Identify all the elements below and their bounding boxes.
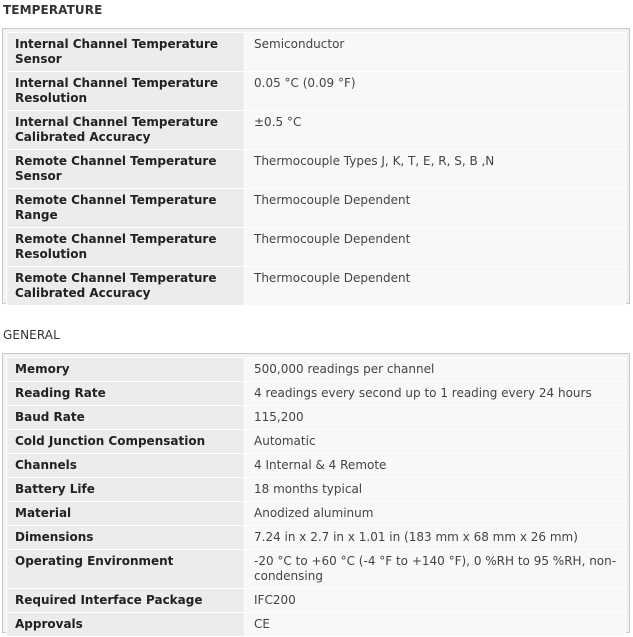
general-spec-table — [6, 357, 626, 637]
spec-label: Internal Channel Temperature Resolution — [7, 72, 245, 111]
table-row — [7, 358, 626, 382]
spec-label: Baud Rate — [7, 406, 245, 430]
spec-label: Remote Channel Temperature Range — [7, 189, 245, 228]
spec-value: Semiconductor — [245, 33, 626, 72]
table-row — [7, 589, 626, 613]
spec-label: Reading Rate — [7, 382, 245, 406]
spec-value: Thermocouple Dependent — [245, 267, 626, 306]
spec-label: Remote Channel Temperature Sensor — [7, 150, 245, 189]
spec-label: Required Interface Package — [7, 589, 245, 613]
spec-label: Memory — [7, 358, 245, 382]
table-row — [7, 430, 626, 454]
spec-label: Internal Channel Temperature Calibrated Accuracy — [7, 111, 245, 150]
temperature-section-title: TEMPERATURE — [3, 3, 103, 17]
table-row — [7, 406, 626, 430]
spec-value: 4 Internal & 4 Remote — [245, 454, 626, 478]
table-row — [7, 478, 626, 502]
spec-value: -20 °C to +60 °C (-4 °F to +140 °F), 0 %RH to 95 %RH, non-condensing — [245, 550, 626, 589]
table-row — [7, 454, 626, 478]
spec-value: 7.24 in x 2.7 in x 1.01 in (183 mm x 68 mm x 26 mm) — [245, 526, 626, 550]
table-row — [7, 382, 626, 406]
spec-value: Thermocouple Dependent — [245, 189, 626, 228]
spec-value: Thermocouple Dependent — [245, 228, 626, 267]
spec-value: ±0.5 °C — [245, 111, 626, 150]
spec-label: Internal Channel Temperature Sensor — [7, 33, 245, 72]
spec-value: IFC200 — [245, 589, 626, 613]
spec-value: Anodized aluminum — [245, 502, 626, 526]
table-row — [7, 228, 626, 267]
spec-value: Automatic — [245, 430, 626, 454]
spec-label: Battery Life — [7, 478, 245, 502]
general-spec-panel — [2, 353, 630, 633]
spec-label: Channels — [7, 454, 245, 478]
table-row — [7, 150, 626, 189]
table-row — [7, 502, 626, 526]
table-row — [7, 267, 626, 306]
spec-label: Dimensions — [7, 526, 245, 550]
table-row — [7, 72, 626, 111]
spec-value: 115,200 — [245, 406, 626, 430]
table-row — [7, 550, 626, 589]
spec-label: Operating Environment — [7, 550, 245, 589]
spec-label: Approvals — [7, 613, 245, 637]
spec-value: 500,000 readings per channel — [245, 358, 626, 382]
temperature-spec-table — [6, 32, 626, 306]
spec-label: Remote Channel Temperature Resolution — [7, 228, 245, 267]
table-row — [7, 189, 626, 228]
spec-value: 18 months typical — [245, 478, 626, 502]
general-section-title: GENERAL — [3, 328, 60, 342]
spec-value: CE — [245, 613, 626, 637]
table-row — [7, 111, 626, 150]
spec-value: Thermocouple Types J, K, T, E, R, S, B ,N — [245, 150, 626, 189]
table-row — [7, 33, 626, 72]
temperature-spec-panel — [2, 28, 630, 304]
spec-label: Remote Channel Temperature Calibrated Accuracy — [7, 267, 245, 306]
spec-value: 0.05 °C (0.09 °F) — [245, 72, 626, 111]
table-row — [7, 526, 626, 550]
spec-label: Cold Junction Compensation — [7, 430, 245, 454]
table-row — [7, 613, 626, 637]
spec-value: 4 readings every second up to 1 reading every 24 hours — [245, 382, 626, 406]
spec-label: Material — [7, 502, 245, 526]
